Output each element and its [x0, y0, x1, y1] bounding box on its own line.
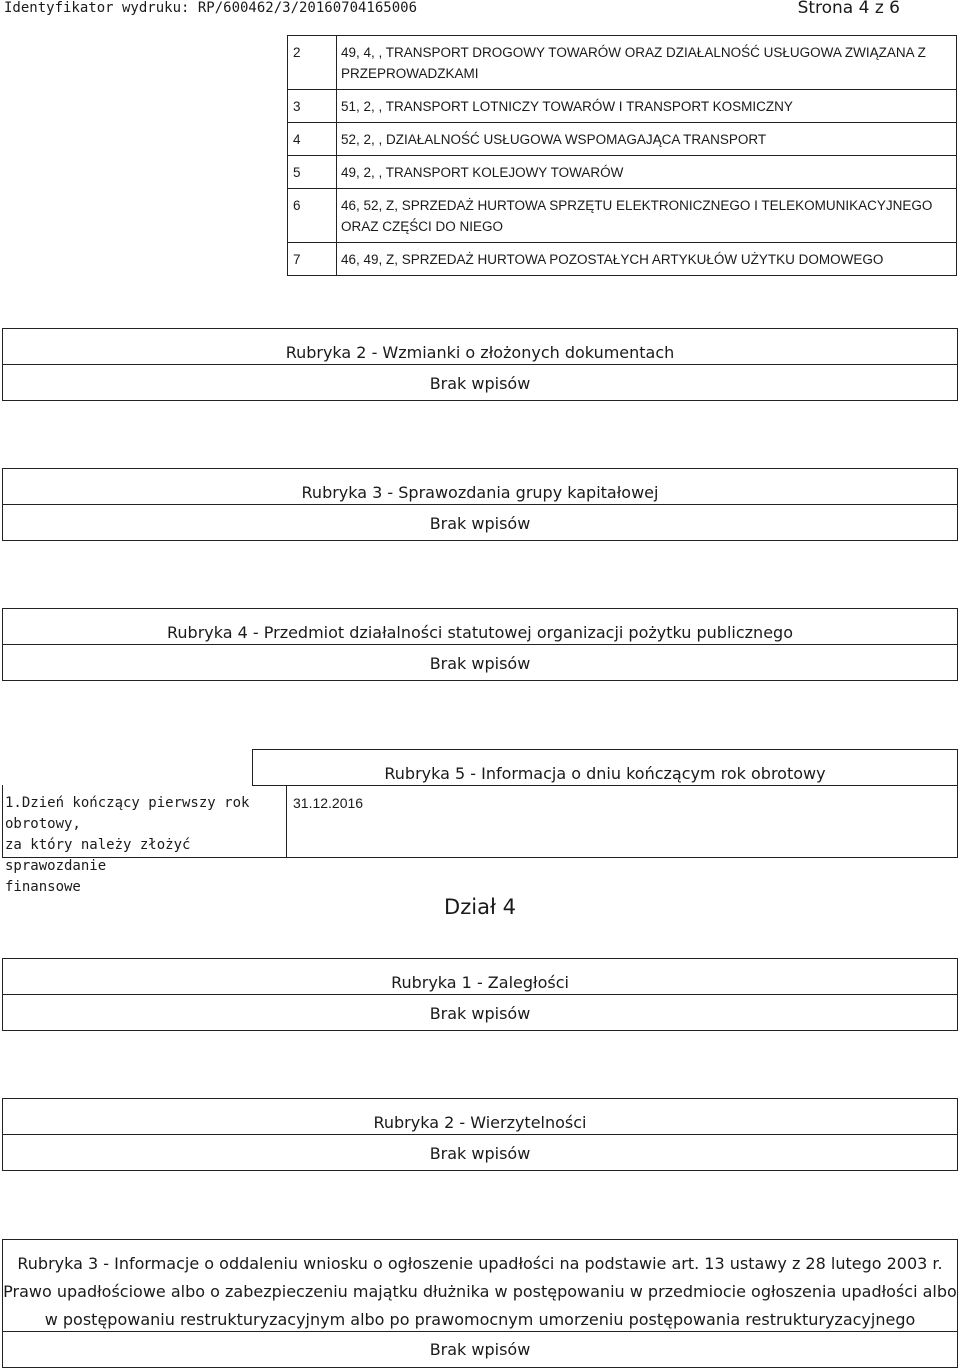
field-label-line: za który należy złożyć sprawozdanie	[5, 837, 191, 874]
row-description: 51, 2, , TRANSPORT LOTNICZY TOWARÓW I TRANSPORT KOSMICZNY	[337, 90, 957, 123]
print-identifier: Identyfikator wydruku: RP/600462/3/20160704165006	[4, 0, 418, 16]
row-description: 46, 49, Z, SPRZEDAŻ HURTOWA POZOSTAŁYCH ARTYKUŁÓW UŻYTKU DOMOWEGO	[337, 243, 957, 276]
table-row	[288, 90, 957, 123]
field-value: 31.12.2016	[293, 795, 364, 811]
section-title: Rubryka 2 - Wierzytelności	[373, 1113, 587, 1132]
section-title: Rubryka 4 - Przedmiot działalności statutowej organizacji pożytku publicznego	[167, 623, 793, 642]
row-number: 5	[288, 156, 337, 189]
pkd-table	[287, 35, 957, 276]
section-value: Brak wpisów	[3, 1134, 957, 1170]
row-number: 4	[288, 123, 337, 156]
section-value: Brak wpisów	[3, 364, 957, 400]
row-description: 52, 2, , DZIAŁALNOŚĆ USŁUGOWA WSPOMAGAJĄCA TRANSPORT	[337, 123, 957, 156]
section-value: Brak wpisów	[3, 644, 957, 680]
table-row	[288, 189, 957, 243]
page-number: Strona 4 z 6	[797, 0, 900, 18]
field-label	[3, 785, 287, 895]
row-description	[337, 189, 957, 243]
row-description	[337, 36, 957, 90]
section-value: Brak wpisów	[3, 504, 957, 540]
row-description-line: ORAZ CZĘŚCI DO NIEGO	[341, 219, 504, 234]
table-row	[288, 156, 957, 189]
section-title-line: Rubryka 3 - Informacje o oddaleniu wniosku o ogłoszenie upadłości na podstawie art. 13 ustawy z 28 lutego 2003 r.	[17, 1254, 943, 1273]
section-value: Brak wpisów	[429, 1340, 531, 1359]
row-description-line: PRZEPROWADZKAMI	[341, 66, 479, 81]
section-title-line: Prawo upadłościowe albo o zabezpieczeniu majątku dłużnika w postępowaniu w przedmiocie ogłoszenia upadłości albo	[3, 1282, 957, 1301]
table-row	[288, 243, 957, 276]
section-title: Rubryka 1 - Zaległości	[391, 973, 569, 992]
section-dzial4-rubryka-3	[2, 1239, 958, 1368]
row-number: 2	[288, 36, 337, 90]
field-label-line: 1.Dzień kończący pierwszy rok obrotowy,	[5, 795, 250, 832]
section-dzial4-rubryka-2	[2, 1098, 958, 1171]
row-number: 3	[288, 90, 337, 123]
section-value: Brak wpisów	[3, 994, 957, 1030]
field-label-line: finansowe	[5, 879, 81, 895]
section-rubryka-5-title: Rubryka 5 - Informacja o dniu kończącym rok obrotowy	[252, 749, 958, 786]
section-rubryka-2	[2, 328, 958, 401]
row-description-line: 46, 52, Z, SPRZEDAŻ HURTOWA SPRZĘTU ELEKTRONICZNEGO I TELEKOMUNIKACYJNEGO	[341, 198, 933, 213]
table-row	[288, 123, 957, 156]
section-title: Rubryka 3 - Sprawozdania grupy kapitałowej	[301, 483, 659, 502]
section-rubryka-5	[2, 785, 958, 895]
section-rubryka-3	[2, 468, 958, 541]
section-dzial4-rubryka-1	[2, 958, 958, 1031]
section-heading: Dział 4	[444, 895, 516, 919]
row-description: 49, 2, , TRANSPORT KOLEJOWY TOWARÓW	[337, 156, 957, 189]
section-rubryka-4	[2, 608, 958, 681]
row-description-line: 49, 4, , TRANSPORT DROGOWY TOWARÓW ORAZ DZIAŁALNOŚĆ USŁUGOWA ZWIĄZANA Z	[341, 45, 926, 60]
section-title: Rubryka 2 - Wzmianki o złożonych dokumentach	[285, 343, 675, 362]
section-title	[3, 1240, 957, 1332]
row-number: 6	[288, 189, 337, 243]
table-row	[288, 36, 957, 90]
row-number: 7	[288, 243, 337, 276]
section-title-line: w postępowaniu restrukturyzacyjnym albo po prawomocnym umorzeniu postępowania restrukturyzacyjnego	[44, 1310, 916, 1329]
